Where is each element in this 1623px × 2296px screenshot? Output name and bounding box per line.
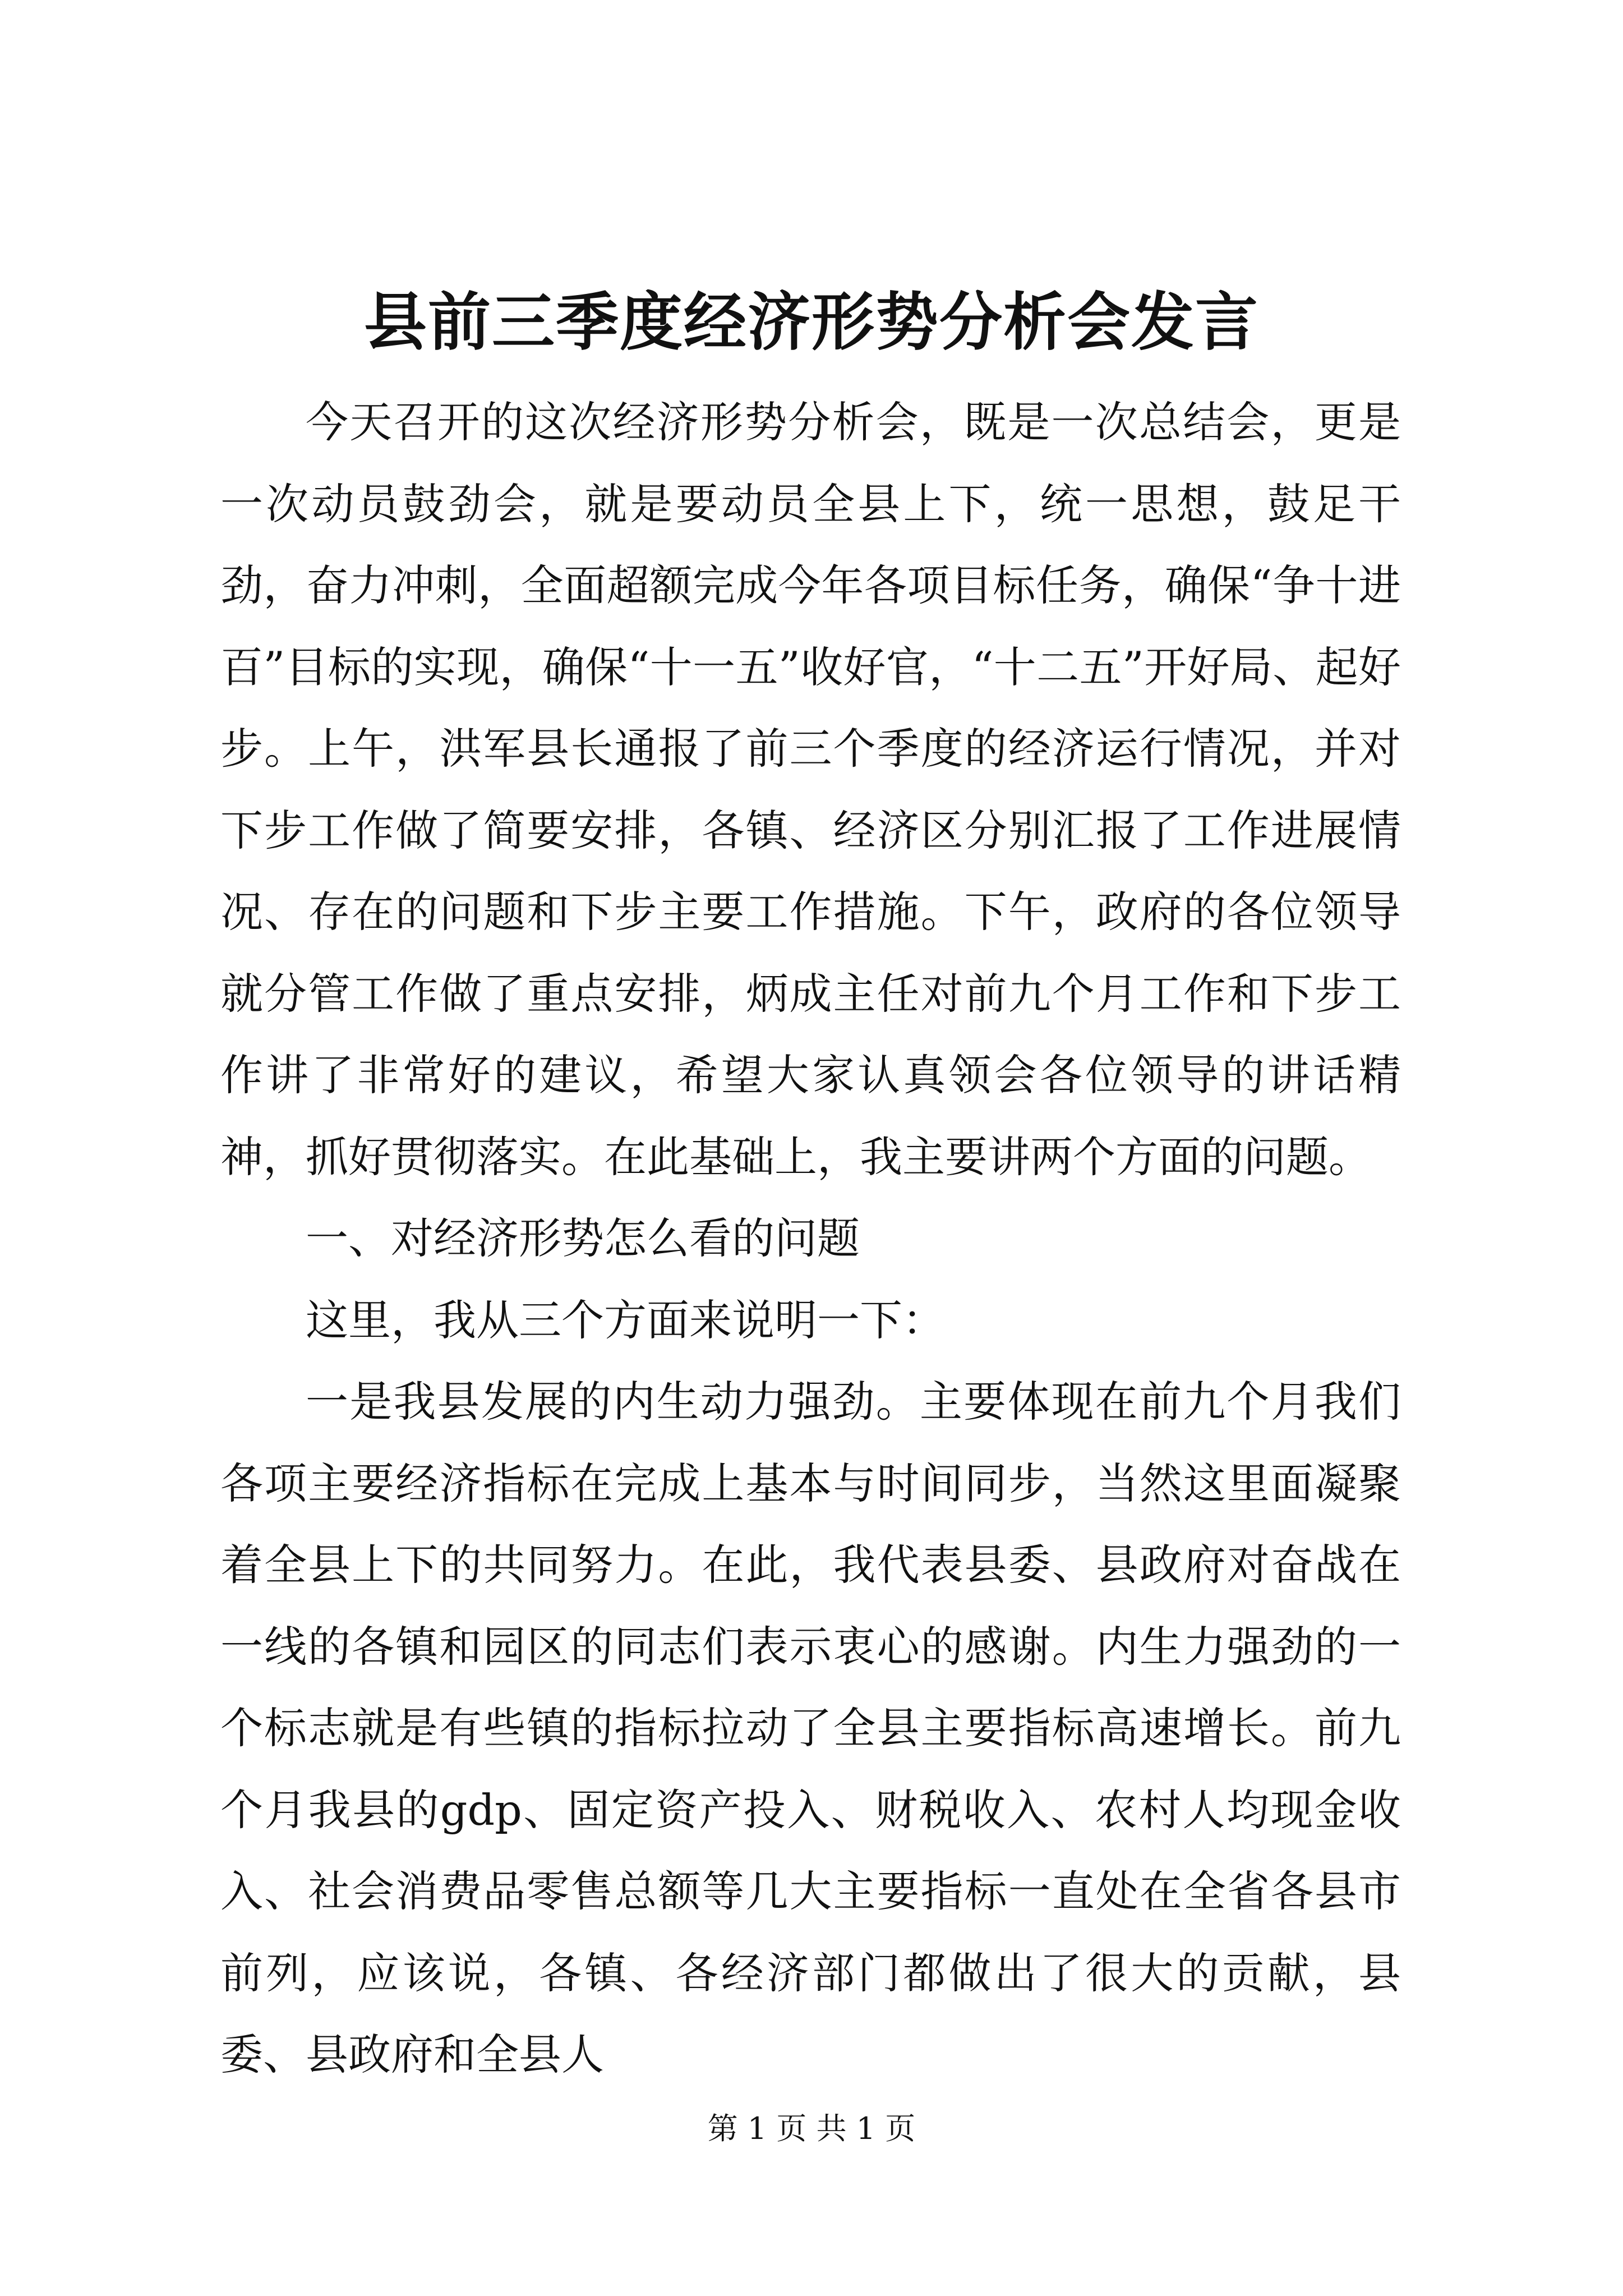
page-footer: 第 1 页 共 1 页 xyxy=(707,2111,916,2146)
document-title: 县前三季度经济形势分析会发言 xyxy=(364,286,1259,359)
document-body xyxy=(220,381,1401,2096)
paragraph-intro: 今天召开的这次经济形势分析会，既是一次总结会，更是一次动员鼓劲会，就是要动员全县上下，统一思想，鼓足干劲，奋力冲刺，全面超额完成今年各项目标任务，确保“争十进百”目标的实现，确保“十一五”收好官，“十二五”开好局、起好步。上午，洪军县长通报了前三个季度的经济运行情况，并对下步工作做了简要安排，各镇、经济区分别汇报了工作进展情况、存在的问题和下步主要工作措施。下午，政府的各位领导就分管工作做了重点安排，炳成主任对前九个月工作和下步工作讲了非常好的建议，希望大家认真领会各位领导的讲话精神，抓好贯彻落实。在此基础上，我主要讲两个方面的问题。 xyxy=(220,397,1401,1182)
paragraph-point-1: 一是我县发展的内生动力强劲。主要体现在前九个月我们各项主要经济指标在完成上基本与时间同步，当然这里面凝聚着全县上下的共同努力。在此，我代表县委、县政府对奋战在一线的各镇和园区的同志们表示衷心的感谢。内生力强劲的一个标志就是有些镇的指标拉动了全县主要指标高速增长。前九个月我县的gdp、固定资产投入、财税收入、农村人均现金收入、社会消费品零售总额等几大主要指标一直处在全省各县市前列，应该说，各镇、各经济部门都做出了很大的贡献，县委、县政府和全县人 xyxy=(220,1377,1401,2079)
section-heading-1: 一、对经济形势怎么看的问题 xyxy=(306,1213,860,1263)
paragraph-lead-in: 这里，我从三个方面来说明一下： xyxy=(306,1295,945,1345)
